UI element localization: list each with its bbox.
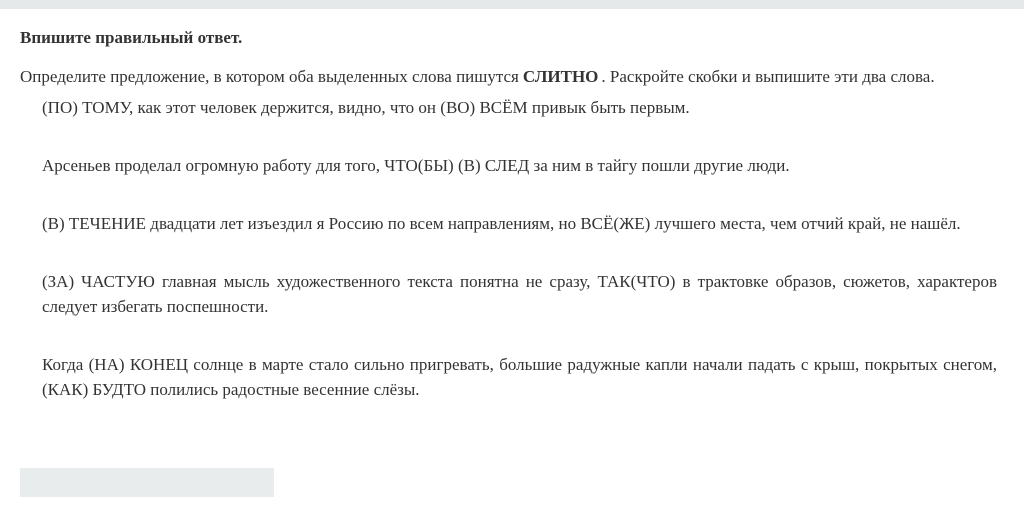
instruction-emphasis: СЛИТНО xyxy=(522,67,599,86)
sentence-list xyxy=(42,95,997,402)
sentence-item: (ЗА) ЧАСТУЮ главная мысль художественного текста понятна не сразу, ТАК(ЧТО) в трактовке образов, сюжетов, характеров следует избегать поспешности. xyxy=(42,272,997,316)
answer-input[interactable] xyxy=(20,468,274,497)
instruction-text-end: . Раскройте скобки и выпишите эти два слова. xyxy=(601,67,935,86)
sentence-item: (В) ТЕЧЕНИЕ двадцати лет изъездил я Россию по всем направлениям, но ВСЁ(ЖЕ) лучшего места, чем отчий край, не нашёл. xyxy=(42,214,961,233)
task-title: Впишите правильный ответ. xyxy=(20,28,243,47)
task-container xyxy=(20,27,1000,435)
top-bar xyxy=(0,0,1024,9)
sentence-item: (ПО) ТОМУ, как этот человек держится, видно, что он (ВО) ВСЁМ привык быть первым. xyxy=(42,98,690,117)
task-instruction xyxy=(20,66,1000,88)
sentence-item: Когда (НА) КОНЕЦ солнце в марте стало сильно пригревать, большие радужные капли начали падать с крыш, покрытых снегом, (КАК) БУДТО полились радостные весенние слёзы. xyxy=(42,355,997,399)
sentence-item: Арсеньев проделал огромную работу для того, ЧТО(БЫ) (В) СЛЕД за ним в тайгу пошли другие люди. xyxy=(42,156,790,175)
instruction-text: Определите предложение, в котором оба выделенных слова пишутся xyxy=(20,67,519,86)
